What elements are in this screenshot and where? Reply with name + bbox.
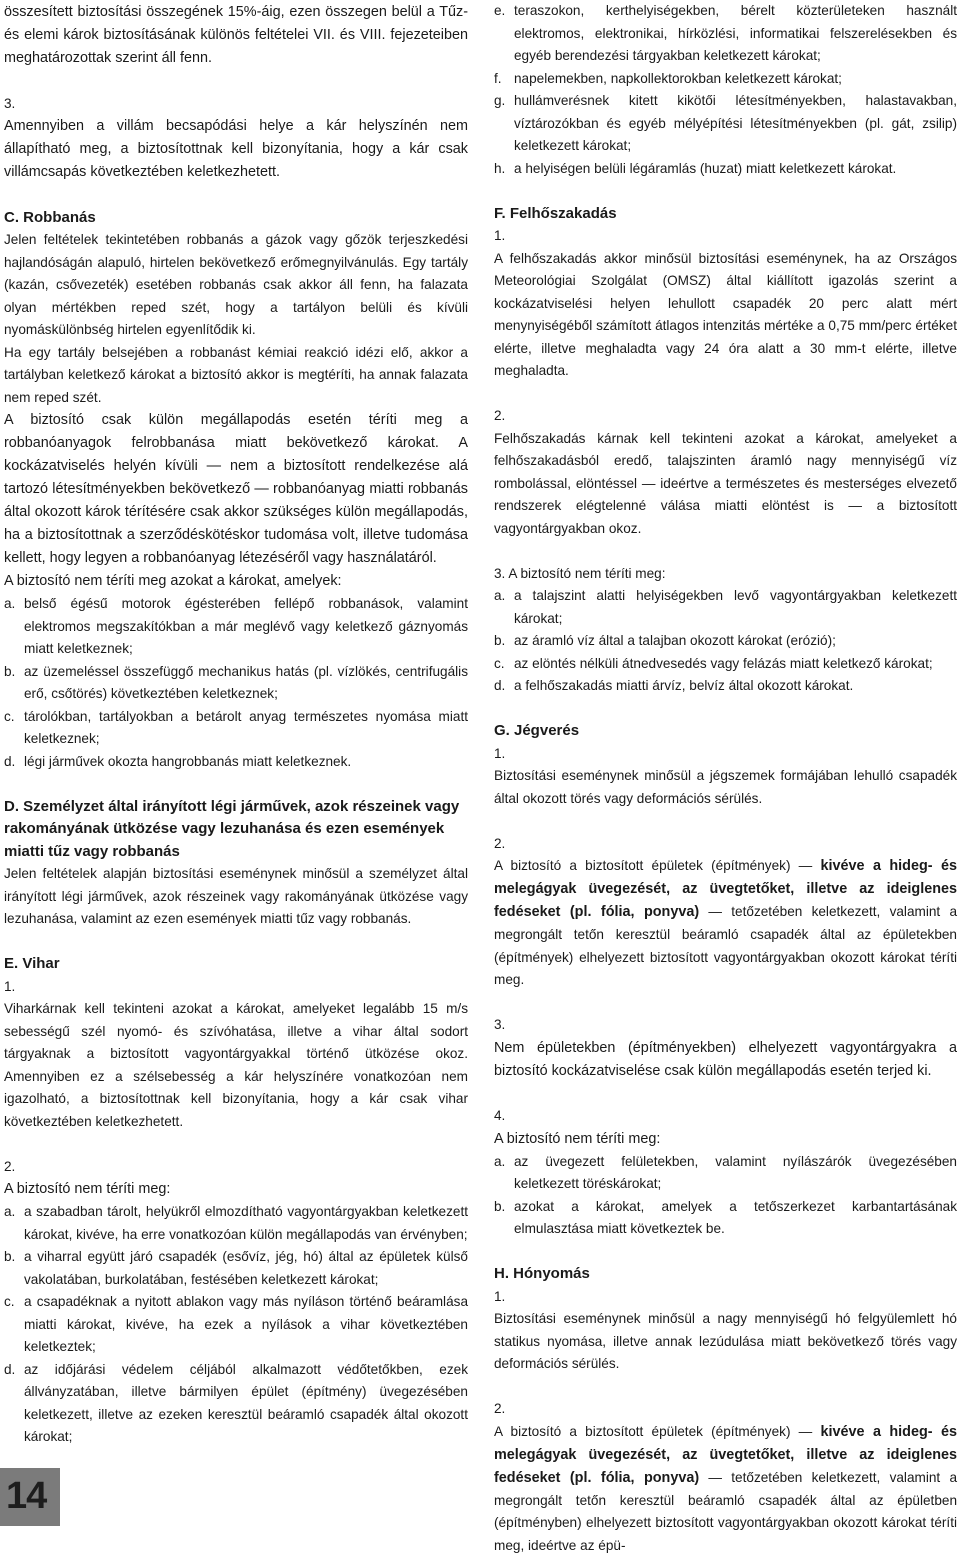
item-number: 2. bbox=[4, 1156, 468, 1179]
storm-exclusion-list bbox=[4, 1201, 468, 1449]
list-item: b. az áramló víz által a talajban okozott károkat (erózió); bbox=[494, 630, 957, 653]
explosion-definition: Jelen feltételek tekintetében robbanás a gázok vagy gőzök terjeszkedési hajlandóságán alapuló, hirtelen bekövetkező erőmegnyilvánulás. Egy tartály (kazán, csővezeték) esetében robbanás csak akkor áll fenn, ha falazata olyan mértékben reped szét, hogy a tartályon belüli és kívüli nyomáskülönbség hirtelen egyenlítődik ki. bbox=[4, 229, 468, 342]
exclusion-list bbox=[4, 593, 468, 773]
exclusion-intro: 3. A biztosító nem téríti meg: bbox=[494, 563, 957, 586]
item-number: 2. bbox=[494, 833, 957, 856]
section-heading-g: G. Jégverés bbox=[494, 720, 957, 743]
list-item: a. az üvegezett felületekben, valamint nyílászárók üvegezésében keletkezett töréskárokat; bbox=[494, 1151, 957, 1196]
explosion-chemical: Ha egy tartály belsejében a robbanást kémiai reakció idézi elő, akkor a tartályban keletkező károkat a biztosító akkor is megtéríti, ha annak falazata nem reped szét. bbox=[4, 342, 468, 410]
item-number: 2. bbox=[494, 1398, 957, 1421]
aircraft-paragraph: Jelen feltételek alapján biztosítási eseménynek minősül a személyzet által irányított légi járművek, azok részeinek vagy rakományának ütközése vagy lezuhanása, valamint az ezen események miatti tűz vagy robbanás. bbox=[4, 863, 468, 931]
list-item: a. a talajszint alatti helyiségekben levő vagyontárgyakban keletkezett károkat; bbox=[494, 585, 957, 630]
storm-exclusion-intro: A biztosító nem téríti meg: bbox=[4, 1178, 468, 1201]
hail-definition: Biztosítási eseménynek minősül a jégszemek formájában lehulló csapadék által okozott törés vagy deformációs sérülés. bbox=[494, 765, 957, 810]
list-item: b. a viharral együtt járó csapadék (esővíz, jég, hó) által az épületek külső vakolatában, burkolatában, festésében keletkezett károkat; bbox=[4, 1246, 468, 1291]
list-item: a. belső égésű motorok égésterében fellépő robbanások, valamint elektromos megszakítókban a már meglévő vagy keletkező gáznyomás miatt keletkeznek; bbox=[4, 593, 468, 661]
list-item: b. azokat a károkat, amelyek a tetőszerkezet karbantartásának elmulasztása miatt következtek be. bbox=[494, 1196, 957, 1241]
snow-definition: Biztosítási eseménynek minősül a nagy mennyiségű hó felgyülemlett hó statikus nyomása, illetve annak lezúdulása miatt bekövetkező törés vagy deformációs sérülés. bbox=[494, 1308, 957, 1376]
list-item: g. hullámverésnek kitett kikötői létesítményekben, halastavakban, víztározókban és egyéb mélyépítési létesítményekben (pl. gát, zsilip) keletkezett károkat; bbox=[494, 90, 957, 158]
list-item: b. az üzemeléssel összefüggő mechanikus hatás (pl. vízlökés, centrifugális erő, csőtörés) következtében keletkeznek; bbox=[4, 661, 468, 706]
page-number-badge bbox=[0, 1468, 60, 1526]
list-item: h. a helyiségen belüli légáramlás (huzat) miatt keletkezett károkat. bbox=[494, 158, 957, 181]
item-number: 3. bbox=[494, 1014, 957, 1037]
list-item: e. teraszokon, kerthelyiségekben, bérelt közterületeken használt elektromos, elektronikai, hírközlési, informatikai felszerelésekben és egyéb berendezési tárgyakban keletkezett károkat; bbox=[494, 0, 957, 68]
explosive-agreement: A biztosító csak külön megállapodás esetén téríti meg a robbanóanyagok felrobbanása miatt bekövetkező károkat. A kockázatviselés helyén kívüli — nem a biztosított rendelkezése alá tartozó létesítményekben bekövetkező — robbanóanyag miatti robbanás által okozott károk térítésére csak akkor szükséges külön megállapodás, ha a biztosítottnak a szerződéskötéskor tudomása volt, illetve tudomása kellett, hogy legyen a robbanóanyag létezéséről vagy használatáról. bbox=[4, 409, 468, 570]
list-item: c. tárolókban, tartályokban a betárolt anyag természetes nyomása miatt keletkeznek; bbox=[4, 706, 468, 751]
list-item: d. a felhőszakadás miatti árvíz, belvíz által okozott károkat. bbox=[494, 675, 957, 698]
section-heading-d: D. Személyzet által irányított légi járművek, azok részeinek vagy rakományának ütközése vagy lezuhanása és ezen események miatti tűz vagy robbanás bbox=[4, 796, 468, 864]
item-number: 4. bbox=[494, 1105, 957, 1128]
section-heading-h: H. Hónyomás bbox=[494, 1263, 957, 1286]
storm-definition: Viharkárnak kell tekinteni azokat a károkat, amelyeket legalább 15 m/s sebességű szél nyomó- és szívóhatása, illetve a vihar által sodort tárgyaknak a biztosított vagyontárgyakkal történő ütközése okoz. Amennyiben ez a szélsebesség a kár helyszínére vonatkozóan nem igazolható, a biztosítottnak kell bizonyítania, hogy a kár csak vihar következtében keletkezhetett. bbox=[4, 998, 468, 1133]
list-item: d. az időjárási védelem céljából alkalmazott védőtetőkben, ezek állványzatában, illetve bármilyen épület (építmény) üvegezésében keletkezett, illetve az ezeken keresztül beáramló csapadék által okozott károkat; bbox=[4, 1359, 468, 1449]
page-number: 14 bbox=[6, 1474, 46, 1518]
section-heading-f: F. Felhőszakadás bbox=[494, 203, 957, 226]
right-column bbox=[494, 0, 957, 1557]
lightning-paragraph: Amennyiben a villám becsapódási helye a kár helyszínén nem állapítható meg, a biztosítottnak kell bizonyítania, hogy a kár csak villámcsapás következtében keletkezhetett. bbox=[4, 115, 468, 184]
item-number: 1. bbox=[494, 743, 957, 766]
snow-coverage: A biztosító a biztosított épületek (építmények) — kivéve a hideg- és melegágyak üvegezését, az üvegtetőket, illetve az ideiglenes fedéseket (pl. fólia, ponyva) — tetőzetében keletkezett, valamint a megrongált tetőn keresztül beáramló csapadék által az épületben (építményben) elhelyezett biztosított vagyontárgyakban okozott károkat téríti meg, ideértve az épü- bbox=[494, 1421, 957, 1557]
item-number: 2. bbox=[494, 405, 957, 428]
list-item: c. a csapadéknak a nyitott ablakon vagy más nyíláson történő beáramlása miatti károkat, kivéve, ha ezek a nyílások a vihar következtében keletkeztek; bbox=[4, 1291, 468, 1359]
cloudburst-exclusion-list bbox=[494, 585, 957, 698]
list-item: a. a szabadban tárolt, helyükről elmozdítható vagyontárgyakban keletkezett károkat, kivéve, ha erre vonatkozóan külön megállapodás van érvényben; bbox=[4, 1201, 468, 1246]
item-number: 1. bbox=[4, 976, 468, 999]
list-item: c. az elöntés nélküli átnedvesedés vagy felázás miatt keletkező károkat; bbox=[494, 653, 957, 676]
continuation-paragraph: összesített biztosítási összegének 15%-áig, ezen összegen belül a Tűz- és elemi károk biztosításának különös feltételei VII. és VIII. fejezeteiben meghatározottak szerint áll fenn. bbox=[4, 0, 468, 70]
hail-coverage: A biztosító a biztosított épületek (építmények) — kivéve a hideg- és melegágyak üvegezését, az üvegtetőket, illetve az ideiglenes fedéseket (pl. fólia, ponyva) — tetőzetében keletkezett, valamint a megrongált tetőn keresztül beáramló csapadék által az épületekben (építmények) elhelyezett biztosított vagyontárgyakban okozott károkat téríti meg. bbox=[494, 855, 957, 992]
item-number: 1. bbox=[494, 1286, 957, 1309]
storm-exclusion-list-cont bbox=[494, 0, 957, 180]
section-heading-e: E. Vihar bbox=[4, 953, 468, 976]
hail-outside-buildings: Nem épületekben (építményekben) elhelyezett vagyontárgyakra a biztosító kockázatviselése csak külön megállapodás esetén terjed ki. bbox=[494, 1037, 957, 1083]
item-number: 3. bbox=[4, 93, 468, 116]
cloudburst-damage: Felhőszakadás kárnak kell tekinteni azokat a károkat, amelyeket a felhőszakadásból eredő, talajszinten áramló nagy mennyiségű víz rombolással, elöntéssel — ideértve a természetes és mesterséges elvezető rendszerek elégtelenné válása miatti elöntést is — a biztosított vagyontárgyakban okoz. bbox=[494, 428, 957, 541]
list-item: d. légi járművek okozta hangrobbanás miatt keletkeznek. bbox=[4, 751, 468, 774]
cloudburst-definition: A felhőszakadás akkor minősül biztosítási eseménynek, ha az Országos Meteorológiai Szolgálat (OMSZ) által kiállított igazolás szerint a kockázatviselési helyen lehullott csapadék 20 perc alatt mért menynyiségéből számított átlagos intenzitás mértéke a 0,75 mm/perc értéket elérte, illetve meghaladta vagy 24 óra alatt a 30 mm-t elérte, illetve meghaladta. bbox=[494, 248, 957, 383]
exclusion-intro: A biztosító nem téríti meg azokat a károkat, amelyek: bbox=[4, 570, 468, 593]
hail-exclusion-intro: A biztosító nem téríti meg: bbox=[494, 1128, 957, 1151]
left-column bbox=[4, 0, 468, 1449]
section-heading-c: C. Robbanás bbox=[4, 207, 468, 230]
hail-exclusion-list bbox=[494, 1151, 957, 1241]
list-item: f. napelemekben, napkollektorokban keletkezett károkat; bbox=[494, 68, 957, 91]
item-number: 1. bbox=[494, 225, 957, 248]
